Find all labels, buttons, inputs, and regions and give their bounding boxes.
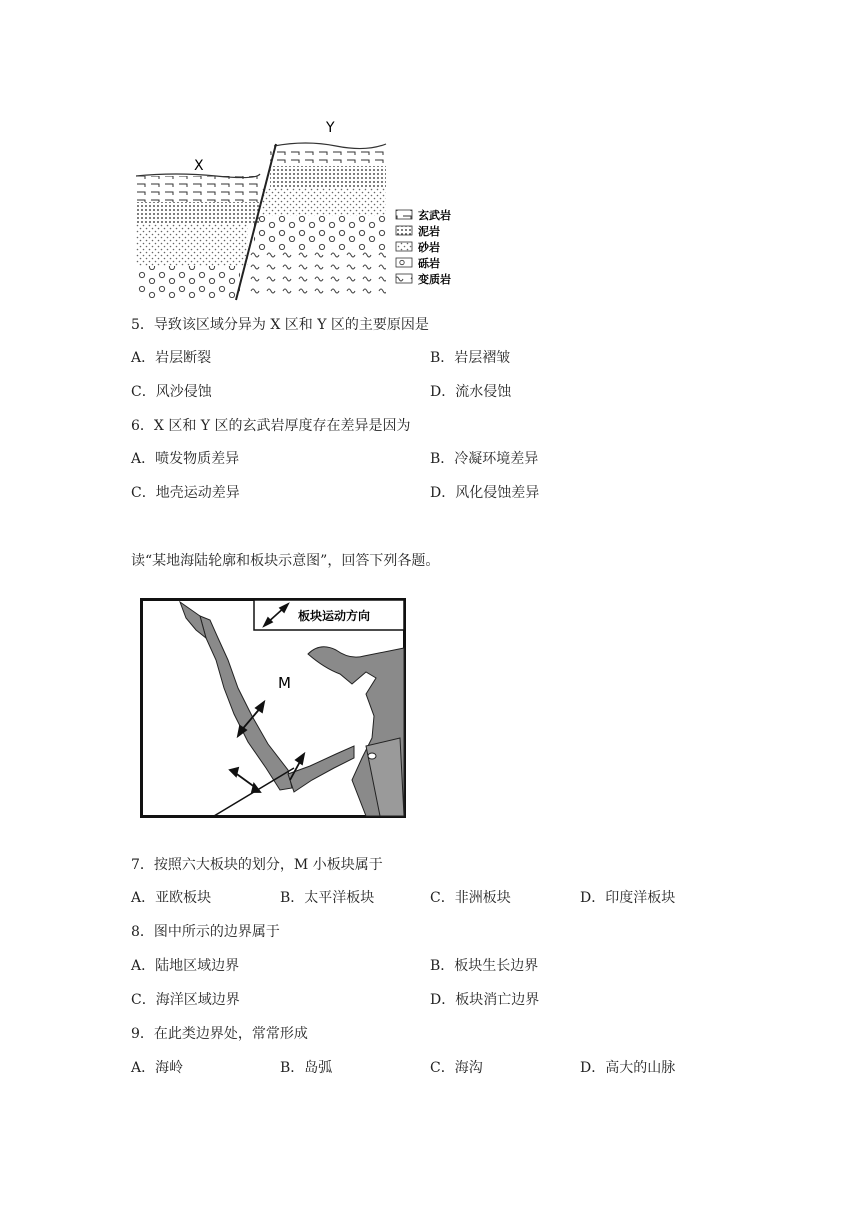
- q7-stem: 7．按照六大板块的划分，M 小板块属于: [131, 857, 383, 873]
- q5-option-c[interactable]: C．风沙侵蚀: [131, 384, 212, 400]
- legend-conglomerate: 砾岩: [418, 257, 440, 270]
- strata-diagram: [136, 116, 476, 302]
- q6-option-a[interactable]: A．喷发物质差异: [131, 451, 240, 467]
- q8-option-d[interactable]: D．板块消亡边界: [430, 992, 540, 1008]
- legend-plate-motion: 板块运动方向: [298, 609, 371, 623]
- q9-option-d[interactable]: D．高大的山脉: [580, 1060, 676, 1076]
- plate-map-figure: [140, 598, 406, 818]
- q5-option-a[interactable]: A．岩层断裂: [131, 350, 212, 366]
- q7-option-a[interactable]: A．亚欧板块: [131, 890, 212, 906]
- legend-sandstone: 砂岩: [418, 241, 440, 254]
- q9-option-b[interactable]: B．岛弧: [280, 1060, 333, 1076]
- q9-option-a[interactable]: A．海岭: [131, 1060, 184, 1076]
- q7-option-b[interactable]: B．太平洋板块: [280, 890, 375, 906]
- legend-basalt: 玄武岩: [418, 209, 451, 222]
- q6-stem: 6．X 区和 Y 区的玄武岩厚度存在差异是因为: [131, 418, 411, 434]
- label-x: X: [194, 158, 204, 174]
- intro-text: 读“某地海陆轮廓和板块示意图”，回答下列各题。: [131, 553, 440, 569]
- legend-metamorphic: 变质岩: [418, 273, 451, 286]
- strata-figure: [136, 116, 476, 302]
- q6-option-c[interactable]: C．地壳运动差异: [131, 485, 240, 501]
- label-y: Y: [326, 120, 335, 136]
- label-m: M: [278, 674, 291, 692]
- plate-map: [140, 598, 406, 818]
- q8-option-a[interactable]: A．陆地区域边界: [131, 958, 240, 974]
- q8-option-c[interactable]: C．海洋区域边界: [131, 992, 240, 1008]
- q8-option-b[interactable]: B．板块生长边界: [430, 958, 539, 974]
- q9-option-c[interactable]: C．海沟: [430, 1060, 483, 1076]
- q5-option-b[interactable]: B．岩层褶皱: [430, 350, 511, 366]
- q6-option-b[interactable]: B．冷凝环境差异: [430, 451, 539, 467]
- q9-stem: 9．在此类边界处，常常形成: [131, 1026, 308, 1042]
- q7-option-c[interactable]: C．非洲板块: [430, 890, 511, 906]
- q5-stem: 5．导致该区域分异为 X 区和 Y 区的主要原因是: [131, 317, 429, 333]
- q5-option-d[interactable]: D．流水侵蚀: [430, 384, 512, 400]
- q8-stem: 8．图中所示的边界属于: [131, 924, 280, 940]
- legend-mudstone: 泥岩: [418, 225, 440, 238]
- q6-option-d[interactable]: D．风化侵蚀差异: [430, 485, 540, 501]
- q7-option-d[interactable]: D．印度洋板块: [580, 890, 676, 906]
